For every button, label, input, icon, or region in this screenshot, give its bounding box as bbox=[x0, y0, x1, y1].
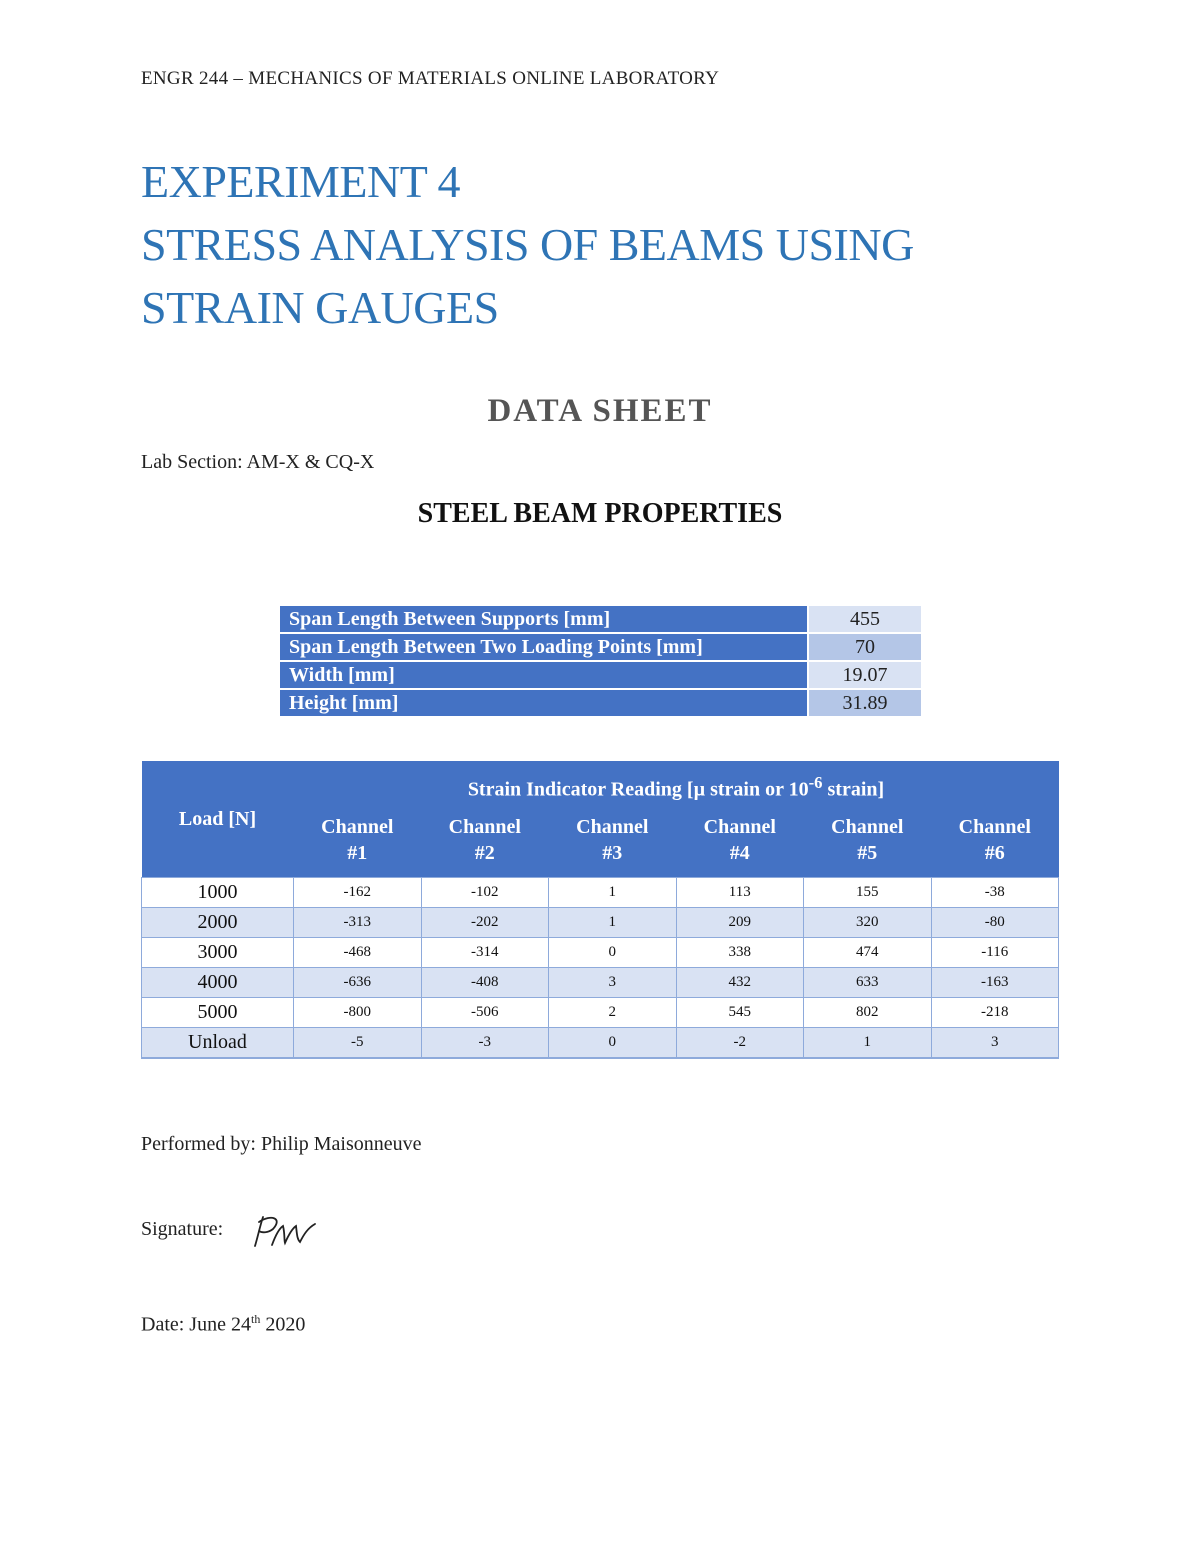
beam-properties-table bbox=[278, 604, 923, 718]
strain-cell: -314 bbox=[421, 938, 549, 968]
title-line-1: EXPERIMENT 4 bbox=[141, 156, 460, 207]
strain-cell: 1 bbox=[549, 878, 677, 908]
strain-cell: 113 bbox=[676, 878, 804, 908]
channel-number: #5 bbox=[857, 842, 878, 864]
date-suffix: 2020 bbox=[260, 1313, 306, 1336]
channel-header-4 bbox=[676, 808, 804, 878]
signature-row bbox=[141, 1218, 223, 1241]
properties-heading: STEEL BEAM PROPERTIES bbox=[417, 498, 783, 529]
lab-section: Lab Section: AM-X & CQ-X bbox=[141, 451, 375, 473]
strain-super-header bbox=[294, 761, 1059, 808]
property-row bbox=[279, 605, 922, 633]
channel-number: #1 bbox=[347, 842, 368, 864]
strain-cell: -80 bbox=[931, 908, 1059, 938]
table-row bbox=[142, 1028, 1059, 1059]
property-row bbox=[279, 689, 922, 717]
handwritten-signature bbox=[249, 1212, 321, 1252]
course-header: ENGR 244 – MECHANICS OF MATERIALS ONLINE LABORATORY bbox=[141, 68, 720, 89]
strain-cell: -636 bbox=[294, 968, 422, 998]
strain-cell: -5 bbox=[294, 1028, 422, 1059]
channel-number: #4 bbox=[729, 842, 750, 864]
property-value: 19.07 bbox=[808, 661, 922, 689]
table-row bbox=[142, 998, 1059, 1028]
strain-header-prefix: Strain Indicator Reading [µ strain or 10 bbox=[467, 778, 809, 801]
table-row bbox=[142, 878, 1059, 908]
channel-word: Channel bbox=[958, 816, 1031, 838]
strain-cell: -218 bbox=[931, 998, 1059, 1028]
strain-cell: 320 bbox=[804, 908, 932, 938]
strain-cell: -202 bbox=[421, 908, 549, 938]
strain-cell: -506 bbox=[421, 998, 549, 1028]
load-cell: Unload bbox=[142, 1028, 294, 1059]
load-cell: 3000 bbox=[142, 938, 294, 968]
load-header: Load [N] bbox=[142, 761, 294, 878]
strain-header-exponent: -6 bbox=[808, 772, 823, 792]
channel-word: Channel bbox=[321, 816, 394, 838]
load-cell: 5000 bbox=[142, 998, 294, 1028]
date-ordinal: th bbox=[250, 1312, 261, 1326]
load-cell: 4000 bbox=[142, 968, 294, 998]
property-label: Height [mm] bbox=[279, 689, 808, 717]
strain-cell: -102 bbox=[421, 878, 549, 908]
title-line-3: STRAIN GAUGES bbox=[141, 282, 499, 333]
strain-cell: 633 bbox=[804, 968, 932, 998]
channel-word: Channel bbox=[831, 816, 904, 838]
strain-cell: 155 bbox=[804, 878, 932, 908]
strain-cell: 2 bbox=[549, 998, 677, 1028]
strain-cell: 338 bbox=[676, 938, 804, 968]
strain-cell: 3 bbox=[549, 968, 677, 998]
date-prefix: Date: June 24 bbox=[141, 1313, 251, 1336]
channel-number: #6 bbox=[984, 842, 1005, 864]
load-cell: 1000 bbox=[142, 878, 294, 908]
strain-cell: 1 bbox=[804, 1028, 932, 1059]
strain-cell: -800 bbox=[294, 998, 422, 1028]
strain-header-suffix: strain] bbox=[822, 778, 885, 801]
table-row bbox=[142, 938, 1059, 968]
date-line bbox=[141, 1312, 305, 1337]
strain-readings-table bbox=[141, 761, 1059, 1059]
strain-cell: -162 bbox=[294, 878, 422, 908]
experiment-title bbox=[141, 150, 914, 339]
channel-word: Channel bbox=[448, 816, 521, 838]
strain-cell: 474 bbox=[804, 938, 932, 968]
strain-cell: -116 bbox=[931, 938, 1059, 968]
performed-by: Performed by: Philip Maisonneuve bbox=[141, 1133, 422, 1155]
strain-cell: 1 bbox=[549, 908, 677, 938]
title-line-2: STRESS ANALYSIS OF BEAMS USING bbox=[141, 219, 914, 270]
property-value: 455 bbox=[808, 605, 922, 633]
data-sheet-heading: DATA SHEET bbox=[487, 393, 713, 429]
property-row bbox=[279, 661, 922, 689]
channel-header-2 bbox=[421, 808, 549, 878]
channel-header-3 bbox=[549, 808, 677, 878]
strain-cell: -163 bbox=[931, 968, 1059, 998]
channel-header-1 bbox=[294, 808, 422, 878]
strain-cell: 802 bbox=[804, 998, 932, 1028]
channel-header-5 bbox=[804, 808, 932, 878]
strain-cell: -408 bbox=[421, 968, 549, 998]
property-value: 70 bbox=[808, 633, 922, 661]
strain-cell: 0 bbox=[549, 1028, 677, 1059]
strain-cell: 3 bbox=[931, 1028, 1059, 1059]
channel-word: Channel bbox=[576, 816, 649, 838]
strain-cell: -313 bbox=[294, 908, 422, 938]
strain-cell: 432 bbox=[676, 968, 804, 998]
property-label: Span Length Between Two Loading Points [mm] bbox=[279, 633, 808, 661]
channel-header-6 bbox=[931, 808, 1059, 878]
table-row bbox=[142, 968, 1059, 998]
property-label: Width [mm] bbox=[279, 661, 808, 689]
strain-cell: -38 bbox=[931, 878, 1059, 908]
channel-number: #3 bbox=[602, 842, 623, 864]
property-label: Span Length Between Supports [mm] bbox=[279, 605, 808, 633]
signature-label: Signature: bbox=[141, 1218, 224, 1240]
table-row bbox=[142, 908, 1059, 938]
strain-cell: -3 bbox=[421, 1028, 549, 1059]
strain-cell: 545 bbox=[676, 998, 804, 1028]
strain-cell: 0 bbox=[549, 938, 677, 968]
channel-number: #2 bbox=[474, 842, 495, 864]
channel-word: Channel bbox=[703, 816, 776, 838]
property-value: 31.89 bbox=[808, 689, 922, 717]
property-row bbox=[279, 633, 922, 661]
strain-cell: -468 bbox=[294, 938, 422, 968]
load-cell: 2000 bbox=[142, 908, 294, 938]
strain-cell: -2 bbox=[676, 1028, 804, 1059]
strain-cell: 209 bbox=[676, 908, 804, 938]
